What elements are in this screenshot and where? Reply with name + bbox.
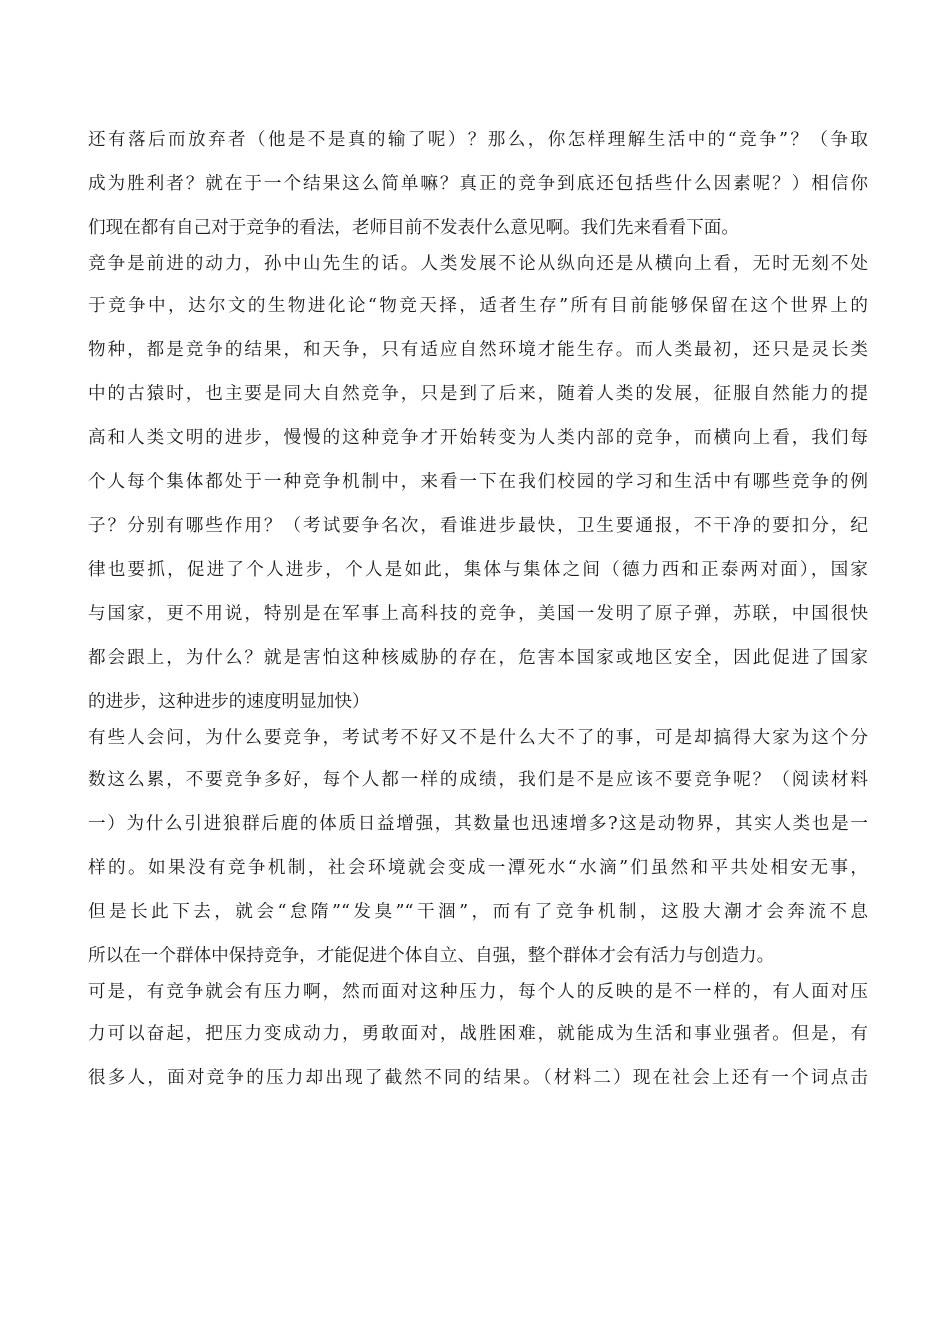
paragraph-1-line-2: 成为胜利者？就在于一个结果这么简单嘛？真正的竞争到底还包括些什么因素呢？）相信你 — [88, 174, 868, 194]
paragraph-2-line-6: 个人每个集体都处于一种竞争机制中，来看一下在我们校园的学习和生活中有哪些竞争的例 — [88, 472, 868, 492]
paragraph-3-line-1: 有些人会问，为什么要竞争，考试考不好又不是什么大不了的事，可是却搞得大家为这个分 — [88, 728, 868, 748]
paragraph-2-line-10: 都会跟上，为什么？就是害怕这种核威胁的存在，危害本国家或地区安全，因此促进了国家 — [88, 648, 868, 668]
paragraph-3-line-4: 样的。如果没有竞争机制，社会环境就会变成一潭死水“水滴”们虽然和平共处相安无事， — [88, 858, 868, 878]
paragraph-2-line-7: 子？分别有哪些作用？（考试要争名次，看谁进步最快，卫生要通报，不干净的要扣分，纪 — [88, 516, 868, 536]
document-body — [88, 118, 868, 1100]
paragraph-3-line-3: 一）为什么引进狼群后鹿的体质日益增强，其数量也迅速增多?这是动物界，其实人类也是一 — [88, 814, 868, 834]
paragraph-2-line-3: 物种，都是竞争的结果，和天争，只有适应自然环境才能生存。而人类最初，还只是灵长类 — [88, 340, 868, 360]
paragraph-4-line-1: 可是，有竞争就会有压力啊，然而面对这种压力，每个人的反映的是不一样的，有人面对压 — [88, 982, 868, 1002]
paragraph-2-line-9: 与国家，更不用说，特别是在军事上高科技的竞争，美国一发明了原子弹，苏联，中国很快 — [88, 604, 868, 624]
paragraph-2-line-5: 高和人类文明的进步，慢慢的这种竞争才开始转变为人类内部的竞争，而横向上看，我们每 — [88, 428, 868, 448]
paragraph-2-line-2: 于竞争中，达尔文的生物进化论“物竞天择，适者生存”所有目前能够保留在这个世界上的 — [88, 296, 868, 316]
paragraph-4-line-2: 力可以奋起，把压力变成动力，勇敢面对，战胜困难，就能成为生活和事业强者。但是，有 — [88, 1024, 868, 1044]
paragraph-2-line-8: 律也要抓，促进了个人进步，个人是如此，集体与集体之间（德力西和正泰两对面），国家 — [88, 560, 868, 580]
paragraph-1-line-3: 们现在都有自己对于竞争的看法，老师目前不发表什么意见啊。我们先来看看下面。 — [88, 218, 739, 238]
paragraph-1-line-1: 还有落后而放弃者（他是不是真的输了呢）？那么，你怎样理解生活中的“竞争”？（争取 — [88, 130, 868, 150]
paragraph-2-line-4: 中的古猿时，也主要是同大自然竞争，只是到了后来，随着人类的发展，征服自然能力的提 — [88, 384, 868, 404]
paragraph-3-line-5: 但是长此下去，就会“怠隋”“发臭”“干涸”，而有了竞争机制，这股大潮才会奔流不息 — [88, 902, 868, 922]
paragraph-2-line-11: 的进步，这种进步的速度明显加快） — [88, 692, 370, 712]
paragraph-3-line-2: 数这么累，不要竞争多好，每个人都一样的成绩，我们是不是应该不要竞争呢？（阅读材料 — [88, 770, 868, 790]
paragraph-4-line-3: 很多人，面对竞争的压力却出现了截然不同的结果。（材料二）现在社会上还有一个词点击 — [88, 1068, 868, 1088]
paragraph-2-line-1: 竞争是前进的动力，孙中山先生的话。人类发展不论从纵向还是从横向上看，无时无刻不处 — [88, 254, 868, 274]
paragraph-3-line-6: 所以在一个群体中保持竞争，才能促进个体自立、自强，整个群体才会有活力与创造力。 — [88, 946, 775, 966]
